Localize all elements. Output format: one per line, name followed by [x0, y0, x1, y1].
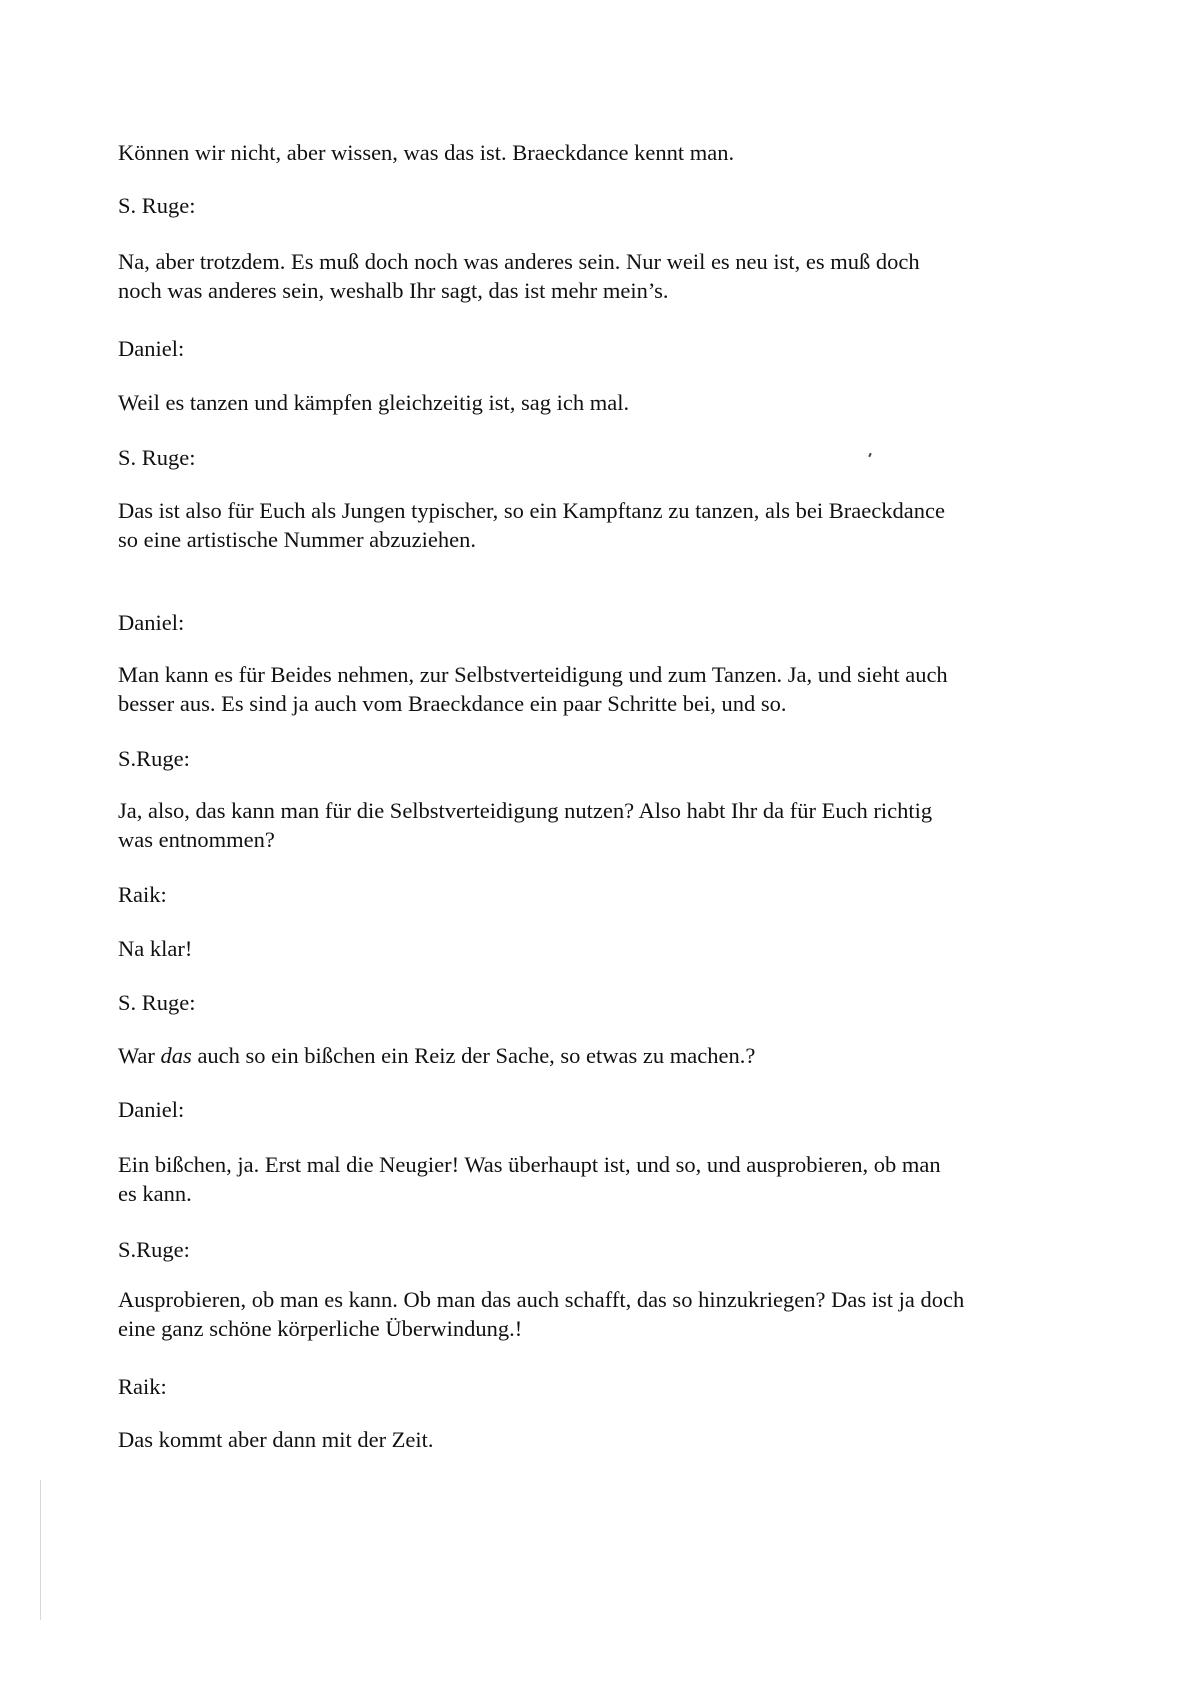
answer-text: Das kommt aber dann mit der Zeit.: [118, 1427, 434, 1452]
question-text: was entnommen?: [118, 827, 275, 852]
scan-speck: [868, 453, 872, 457]
question-text: so eine artistische Nummer abzuziehen.: [118, 527, 476, 552]
speaker-label: Raik:: [118, 1374, 167, 1399]
scan-margin-line: [40, 1480, 41, 1620]
question-text: Das ist also für Euch als Jungen typischer, so ein Kampftanz zu tanzen, als bei Braeckdance: [118, 498, 945, 523]
answer-text: Na klar!: [118, 936, 193, 961]
speaker-label: S. Ruge:: [118, 990, 196, 1015]
speaker-label: S.Ruge:: [118, 746, 190, 771]
answer-text: Weil es tanzen und kämpfen gleichzeitig ist, sag ich mal.: [118, 390, 630, 415]
answer-text: Können wir nicht, aber wissen, was das ist. Braeckdance kennt man.: [118, 140, 735, 165]
question-text: [118, 1041, 755, 1071]
answer-text: Ein bißchen, ja. Erst mal die Neugier! Was überhaupt ist, und so, und ausprobieren, ob man: [118, 1152, 941, 1177]
speaker-label: Raik:: [118, 882, 167, 907]
question-text: Ja, also, das kann man für die Selbstverteidigung nutzen? Also habt Ihr da für Euch richtig: [118, 798, 933, 823]
answer-text: es kann.: [118, 1181, 192, 1206]
question-text: Na, aber trotzdem. Es muß doch noch was anderes sein. Nur weil es neu ist, es muß doch: [118, 249, 920, 274]
answer-text: Man kann es für Beides nehmen, zur Selbstverteidigung und zum Tanzen. Ja, und sieht auch: [118, 662, 948, 687]
question-text-start: War: [118, 1043, 161, 1068]
answer-text: besser aus. Es sind ja auch vom Braeckdance ein paar Schritte bei, und so.: [118, 691, 787, 716]
question-text-end: auch so ein bißchen ein Reiz der Sache, so etwas zu machen.?: [191, 1043, 756, 1068]
emphasized-word: das: [160, 1043, 192, 1068]
speaker-label: S.Ruge:: [118, 1237, 190, 1262]
speaker-label: Daniel:: [118, 336, 185, 361]
question-text: noch was anderes sein, weshalb Ihr sagt, das ist mehr mein’s.: [118, 278, 669, 303]
question-text: Ausprobieren, ob man es kann. Ob man das auch schafft, das so hinzukriegen? Das ist ja doch: [118, 1287, 965, 1312]
speaker-label: Daniel:: [118, 1097, 185, 1122]
speaker-label: S. Ruge:: [118, 445, 196, 470]
speaker-label: S. Ruge:: [118, 193, 196, 218]
question-text: eine ganz schöne körperliche Überwindung.!: [118, 1316, 523, 1341]
speaker-label: Daniel:: [118, 610, 185, 635]
